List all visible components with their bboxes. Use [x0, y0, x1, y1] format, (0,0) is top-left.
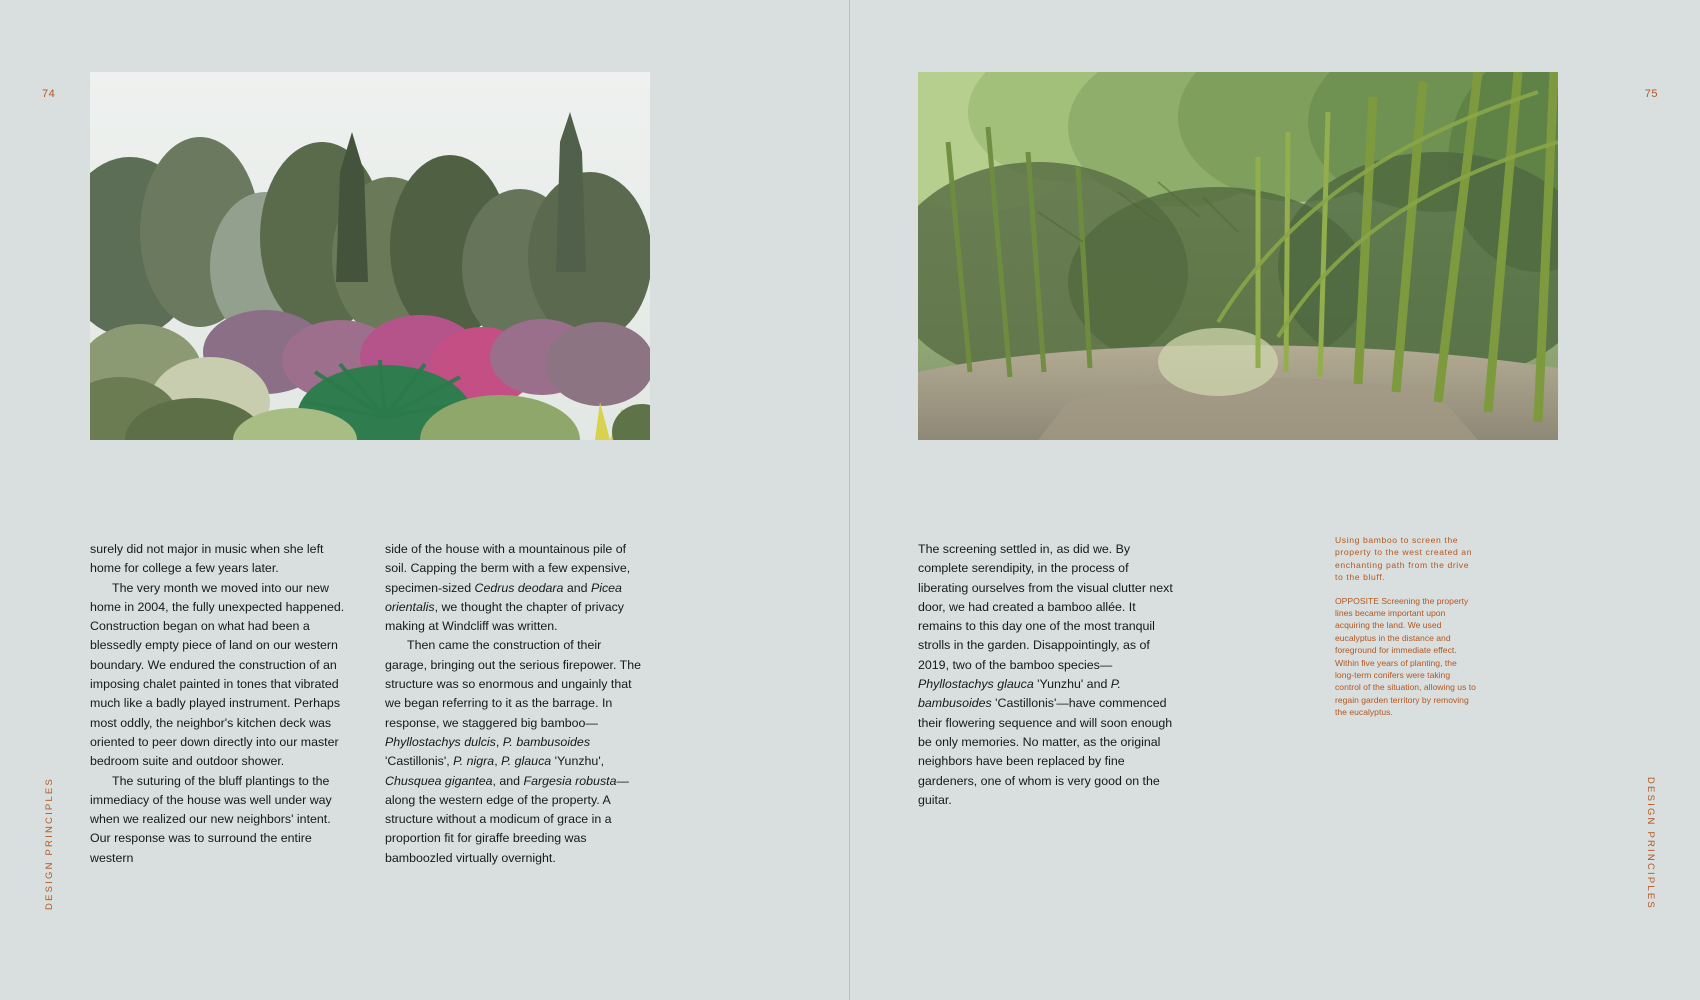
paragraph: The suturing of the bluff plantings to the immediacy of the house was well under way when we realized our new neighbors' intent. Our response was to surround the entire western — [90, 773, 332, 865]
right-column-1 — [918, 540, 1180, 810]
paragraph: The very month we moved into our new home in 2004, the fully unexpected happened. Construction began on what had been a blessedly empty piece of land on our western boundary. We endured the construction of an imposing chalet painted in tones that vibrated much like a badly played instrument. Perhaps most oddly, the neighbor's kitchen deck was oriented to peer down directly into our master bedroom suite and outdoor shower. — [90, 580, 345, 769]
spread-gutter — [849, 0, 850, 1000]
paragraph: surely did not major in music when she left home for college a few years later. — [90, 542, 324, 576]
paragraph: side of the house with a mountainous pile of soil. Capping the berm with a few expensive, specimen-sized Cedrus deodara and Picea orientalis, we thought the chapter of privacy making at Windcliff was written. — [385, 542, 631, 634]
caption-1: Using bamboo to screen the property to the west created an enchanting path from the drive to the bluff. — [1335, 535, 1473, 583]
paragraph: Then came the construction of their garage, bringing out the serious firepower. The structure was so enormous and ungainly that we began referring to it as the barrage. In response, we staggered big bamboo—Phyllostachys dulcis, P. bambusoides 'Castillonis', P. nigra, P. glauca 'Yunzhu', Chusquea gigantea, and Fargesia robusta—along the western edge of the property. A structure without a modicum of grace in a proportion fit for giraffe breeding was bamboozled virtually overnight. — [385, 638, 642, 865]
caption-block — [1335, 534, 1478, 719]
left-column-1 — [90, 540, 348, 868]
running-head-right: DESIGN PRINCIPLES — [1645, 777, 1656, 910]
page-number-right: 75 — [1644, 88, 1658, 100]
bamboo-allee-photo — [918, 72, 1558, 440]
right-page — [850, 0, 1700, 1000]
caption-2-opposite: OPPOSITE Screening the property lines became important upon acquiring the land. We used eucalyptus in the distance and foreground for immediate effect. Within five years of planting, the long-term conifers were taking control of the situation, allowing us to regain garden territory by removing the eucalyptus. — [1335, 595, 1476, 718]
paragraph: The screening settled in, as did we. By complete serendipity, in the process of liberating ourselves from the visual clutter next door, we had created a bamboo allée. It remains to this day one of the most tranquil strolls in the garden. Disappointingly, as of 2019, two of the bamboo species—Phyllostachys glauca 'Yunzhu' and P. bambusoides 'Castillonis'—have commenced their flowering sequence and will soon enough be only memories. No matter, as the original neighbors have been replaced by fine gardeners, one of whom is very good on the guitar. — [918, 542, 1173, 807]
garden-berm-photo — [90, 72, 650, 440]
running-head-left: DESIGN PRINCIPLES — [44, 777, 55, 910]
left-column-2 — [385, 540, 643, 868]
page-number-left: 74 — [42, 88, 56, 100]
